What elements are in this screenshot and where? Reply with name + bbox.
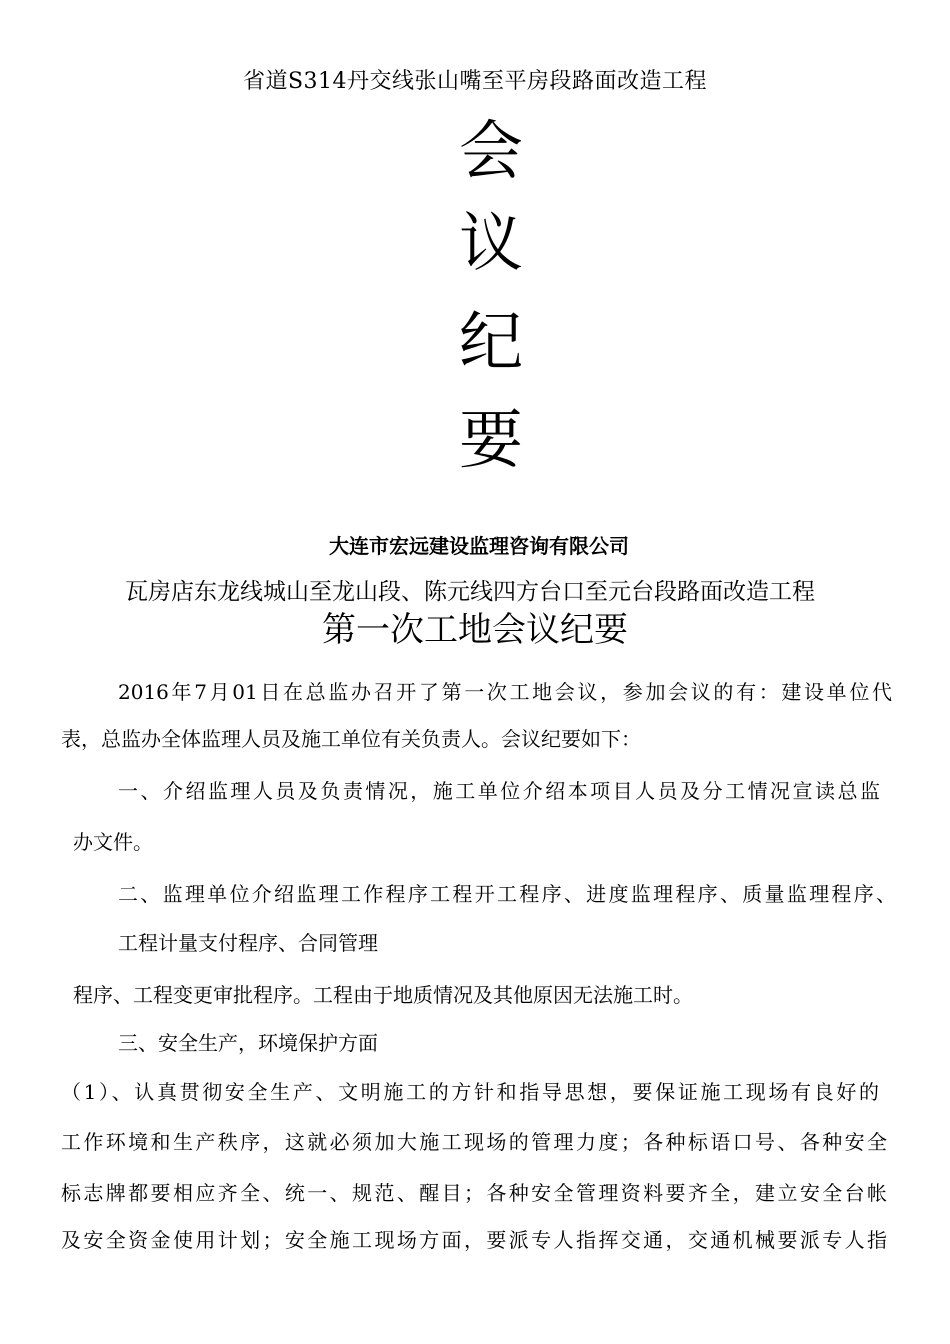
document-title: 第一次工地会议纪要	[322, 610, 628, 650]
cover-char-4: 要	[459, 404, 523, 478]
body-line-12: 及安全资金使用计划；安全施工现场方面，要派专人指挥交通，交通机械要派专人指	[61, 1228, 887, 1252]
cover-char-1: 会	[459, 115, 523, 189]
body-line-1: 2016年7月01日在总监办召开了第一次工地会议，参加会议的有：建设单位代	[118, 680, 892, 704]
body-line-8: 三、安全生产，环境保护方面	[118, 1031, 378, 1055]
cover-char-2: 议	[459, 207, 523, 281]
body-line-10: 工作环境和生产秩序，这就必须加大施工现场的管理力度；各种标语口号、各种安全	[61, 1130, 887, 1154]
subproject-title: 瓦房店东龙线城山至龙山段、陈元线四方台口至元台段路面改造工程	[125, 579, 815, 605]
cover-char-3: 纪	[459, 306, 523, 380]
body-line-6: 工程计量支付程序、合同管理	[118, 931, 378, 955]
body-line-4: 办文件。	[73, 830, 153, 854]
body-line-5: 二、监理单位介绍监理工作程序工程开工程序、进度监理程序、质量监理程序、	[118, 882, 896, 906]
company-name: 大连市宏远建设监理咨询有限公司	[329, 534, 629, 558]
cover-project-title: 省道S314丹交线张山嘴至平房段路面改造工程	[242, 69, 708, 94]
body-line-3: 一、介绍监理人员及负责情况，施工单位介绍本项目人员及分工情况宣读总监	[118, 779, 880, 803]
body-line-2: 表，总监办全体监理人员及施工单位有关负责人。会议纪要如下：	[61, 727, 641, 751]
body-line-7: 程序、工程变更审批程序。工程由于地质情况及其他原因无法施工时。	[73, 983, 693, 1007]
body-line-11: 标志牌都要相应齐全、统一、规范、醒目；各种安全管理资料要齐全，建立安全台帐	[61, 1181, 887, 1205]
body-line-9: （1）、认真贯彻安全生产、文明施工的方针和指导思想，要保证施工现场有良好的	[61, 1080, 879, 1104]
